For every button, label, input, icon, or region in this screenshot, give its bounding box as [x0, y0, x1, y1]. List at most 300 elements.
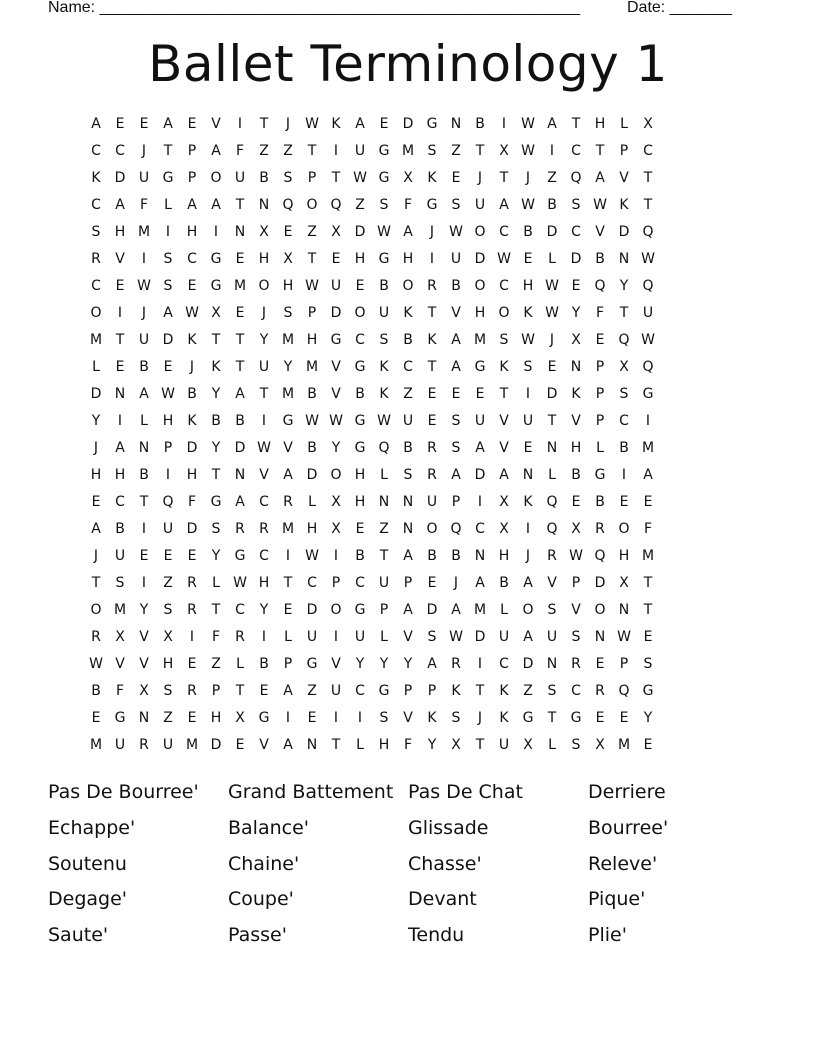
- grid-letter: F: [403, 197, 413, 213]
- grid-letter: J: [285, 116, 291, 132]
- grid-letter: E: [187, 278, 197, 294]
- grid-letter: M: [473, 602, 487, 618]
- grid-letter: Q: [546, 521, 558, 537]
- grid-letter: N: [306, 737, 318, 753]
- grid-letter: M: [233, 278, 247, 294]
- grid-letter: Y: [259, 602, 269, 618]
- grid-letter: H: [210, 710, 222, 726]
- grid-letter: U: [450, 251, 462, 267]
- grid-letter: A: [211, 143, 221, 159]
- grid-row: [84, 516, 732, 543]
- grid-letter: D: [474, 467, 486, 483]
- grid-letter: G: [282, 413, 294, 429]
- grid-letter: I: [477, 494, 483, 510]
- grid-letter: K: [499, 683, 509, 699]
- grid-letter: W: [641, 332, 655, 348]
- grid-letter: A: [91, 116, 101, 132]
- grid-letter: U: [138, 332, 150, 348]
- grid-letter: A: [403, 224, 413, 240]
- grid-letter: E: [115, 359, 125, 375]
- grid-letter: U: [354, 143, 366, 159]
- grid-row: [84, 246, 732, 273]
- grid-letter: W: [521, 332, 535, 348]
- grid-letter: O: [354, 305, 366, 321]
- grid-letter: N: [546, 440, 558, 456]
- grid-letter: G: [354, 359, 366, 375]
- grid-letter: M: [89, 332, 103, 348]
- grid-letter: U: [114, 548, 126, 564]
- grid-letter: B: [403, 332, 413, 348]
- grid-letter: M: [617, 737, 631, 753]
- grid-letter: E: [355, 521, 365, 537]
- grid-letter: R: [571, 656, 581, 672]
- grid-letter: K: [331, 116, 341, 132]
- grid-letter: K: [523, 494, 533, 510]
- grid-letter: W: [545, 305, 559, 321]
- grid-letter: S: [163, 602, 173, 618]
- grid-letter: Y: [259, 332, 269, 348]
- grid-letter: R: [187, 602, 197, 618]
- grid-letter: D: [522, 656, 534, 672]
- grid-letter: Y: [211, 548, 221, 564]
- grid-letter: I: [429, 251, 435, 267]
- grid-letter: P: [211, 683, 221, 699]
- grid-letter: Y: [571, 305, 581, 321]
- grid-letter: I: [237, 116, 243, 132]
- grid-letter: W: [233, 575, 247, 591]
- word-list-item: Pique': [588, 888, 646, 911]
- grid-letter: E: [235, 251, 245, 267]
- grid-letter: T: [547, 710, 557, 726]
- grid-letter: J: [525, 548, 531, 564]
- grid-letter: Y: [331, 440, 341, 456]
- grid-letter: E: [115, 278, 125, 294]
- grid-letter: Z: [259, 143, 269, 159]
- grid-letter: Y: [211, 386, 221, 402]
- grid-letter: T: [139, 494, 149, 510]
- grid-letter: N: [474, 548, 486, 564]
- grid-letter: C: [643, 143, 653, 159]
- grid-letter: Z: [523, 683, 533, 699]
- word-search-grid: [84, 111, 732, 759]
- grid-letter: H: [162, 413, 174, 429]
- grid-letter: D: [354, 224, 366, 240]
- grid-letter: V: [259, 467, 269, 483]
- grid-letter: W: [305, 413, 319, 429]
- grid-letter: S: [451, 710, 461, 726]
- grid-letter: A: [403, 548, 413, 564]
- grid-letter: J: [477, 710, 483, 726]
- grid-letter: T: [211, 332, 221, 348]
- grid-letter: P: [595, 359, 605, 375]
- grid-letter: U: [162, 737, 174, 753]
- grid-letter: E: [451, 386, 461, 402]
- grid-letter: S: [619, 386, 629, 402]
- grid-letter: E: [355, 278, 365, 294]
- grid-letter: W: [89, 656, 103, 672]
- grid-letter: G: [354, 602, 366, 618]
- grid-letter: O: [402, 278, 414, 294]
- grid-letter: W: [137, 278, 151, 294]
- grid-row: [84, 300, 732, 327]
- grid-letter: R: [427, 440, 437, 456]
- grid-letter: K: [451, 683, 461, 699]
- grid-row: [84, 219, 732, 246]
- grid-letter: Q: [594, 548, 606, 564]
- grid-letter: A: [163, 305, 173, 321]
- grid-letter: V: [403, 629, 413, 645]
- grid-letter: E: [187, 116, 197, 132]
- grid-letter: I: [621, 467, 627, 483]
- grid-row: [84, 111, 732, 138]
- grid-letter: X: [283, 251, 293, 267]
- grid-letter: B: [211, 413, 221, 429]
- grid-letter: M: [89, 737, 103, 753]
- grid-letter: A: [355, 116, 365, 132]
- grid-letter: X: [115, 629, 125, 645]
- grid-letter: Z: [451, 143, 461, 159]
- grid-letter: T: [259, 116, 269, 132]
- grid-letter: D: [546, 224, 558, 240]
- grid-letter: W: [641, 251, 655, 267]
- grid-letter: H: [474, 305, 486, 321]
- grid-letter: E: [427, 386, 437, 402]
- grid-letter: G: [114, 710, 126, 726]
- grid-letter: I: [333, 629, 339, 645]
- grid-letter: W: [593, 197, 607, 213]
- grid-letter: E: [259, 683, 269, 699]
- grid-letter: D: [330, 305, 342, 321]
- grid-letter: C: [91, 197, 101, 213]
- grid-letter: S: [163, 278, 173, 294]
- grid-letter: B: [547, 197, 557, 213]
- grid-letter: M: [473, 332, 487, 348]
- grid-letter: K: [571, 386, 581, 402]
- grid-letter: A: [283, 467, 293, 483]
- grid-letter: L: [548, 737, 556, 753]
- grid-letter: N: [234, 467, 246, 483]
- grid-letter: S: [379, 332, 389, 348]
- grid-letter: T: [475, 683, 485, 699]
- word-list-item: Passe': [228, 924, 287, 946]
- grid-letter: B: [307, 386, 317, 402]
- grid-letter: S: [283, 170, 293, 186]
- grid-letter: R: [427, 467, 437, 483]
- grid-letter: I: [117, 305, 123, 321]
- grid-letter: Z: [283, 143, 293, 159]
- grid-letter: O: [330, 467, 342, 483]
- grid-letter: T: [163, 143, 173, 159]
- grid-letter: X: [523, 737, 533, 753]
- grid-letter: T: [427, 305, 437, 321]
- grid-letter: G: [306, 656, 318, 672]
- grid-letter: D: [162, 332, 174, 348]
- grid-letter: E: [235, 737, 245, 753]
- grid-letter: B: [355, 386, 365, 402]
- grid-letter: B: [571, 467, 581, 483]
- grid-letter: L: [596, 440, 604, 456]
- grid-letter: B: [187, 386, 197, 402]
- grid-letter: Q: [330, 197, 342, 213]
- grid-letter: C: [355, 332, 365, 348]
- grid-letter: D: [618, 224, 630, 240]
- grid-letter: I: [189, 629, 195, 645]
- grid-letter: O: [90, 305, 102, 321]
- date-field-line: Date: _______: [627, 0, 732, 16]
- grid-letter: G: [474, 359, 486, 375]
- grid-letter: T: [115, 332, 125, 348]
- grid-letter: E: [451, 170, 461, 186]
- grid-letter: S: [643, 656, 653, 672]
- grid-letter: L: [164, 197, 172, 213]
- grid-row: [84, 678, 732, 705]
- grid-letter: Z: [403, 386, 413, 402]
- grid-letter: Y: [379, 656, 389, 672]
- grid-letter: J: [525, 170, 531, 186]
- grid-letter: L: [380, 467, 388, 483]
- grid-letter: Q: [642, 224, 654, 240]
- grid-letter: O: [426, 521, 438, 537]
- grid-letter: F: [235, 143, 245, 159]
- grid-letter: E: [427, 413, 437, 429]
- grid-row: [84, 408, 732, 435]
- grid-letter: U: [498, 737, 510, 753]
- grid-letter: C: [259, 494, 269, 510]
- grid-letter: D: [474, 251, 486, 267]
- grid-letter: N: [594, 629, 606, 645]
- grid-letter: E: [115, 116, 125, 132]
- grid-letter: Y: [355, 656, 365, 672]
- grid-letter: I: [549, 143, 555, 159]
- grid-letter: S: [571, 629, 581, 645]
- word-list-item: Pas De Chat: [408, 781, 523, 803]
- grid-letter: C: [355, 575, 365, 591]
- grid-letter: E: [619, 710, 629, 726]
- grid-letter: W: [305, 278, 319, 294]
- grid-letter: A: [451, 332, 461, 348]
- grid-letter: B: [475, 116, 485, 132]
- grid-letter: R: [235, 521, 245, 537]
- grid-letter: W: [521, 143, 535, 159]
- grid-letter: K: [379, 386, 389, 402]
- grid-letter: A: [427, 656, 437, 672]
- grid-letter: B: [355, 548, 365, 564]
- grid-letter: E: [283, 602, 293, 618]
- grid-letter: C: [259, 548, 269, 564]
- grid-letter: S: [547, 602, 557, 618]
- grid-letter: R: [451, 656, 461, 672]
- grid-letter: I: [261, 629, 267, 645]
- grid-letter: S: [427, 629, 437, 645]
- grid-letter: H: [258, 575, 270, 591]
- grid-letter: C: [115, 143, 125, 159]
- grid-letter: L: [548, 251, 556, 267]
- grid-letter: E: [619, 494, 629, 510]
- grid-letter: F: [211, 629, 221, 645]
- grid-letter: Q: [642, 278, 654, 294]
- grid-letter: S: [403, 467, 413, 483]
- grid-letter: C: [91, 278, 101, 294]
- grid-letter: W: [377, 413, 391, 429]
- grid-letter: O: [594, 602, 606, 618]
- grid-letter: P: [163, 440, 173, 456]
- grid-letter: T: [331, 737, 341, 753]
- grid-letter: C: [499, 224, 509, 240]
- grid-row: [84, 570, 732, 597]
- grid-letter: G: [162, 170, 174, 186]
- grid-letter: H: [114, 467, 126, 483]
- grid-letter: R: [235, 629, 245, 645]
- grid-letter: G: [378, 170, 390, 186]
- grid-letter: Q: [162, 494, 174, 510]
- grid-letter: B: [115, 521, 125, 537]
- grid-row: [84, 462, 732, 489]
- grid-letter: Z: [163, 710, 173, 726]
- grid-letter: P: [331, 575, 341, 591]
- grid-letter: T: [643, 575, 653, 591]
- grid-letter: D: [594, 575, 606, 591]
- grid-letter: T: [91, 575, 101, 591]
- grid-letter: E: [379, 116, 389, 132]
- grid-letter: E: [643, 494, 653, 510]
- grid-letter: M: [185, 737, 199, 753]
- grid-letter: B: [91, 683, 101, 699]
- grid-letter: H: [282, 278, 294, 294]
- grid-letter: O: [618, 521, 630, 537]
- grid-letter: S: [451, 440, 461, 456]
- grid-letter: A: [235, 494, 245, 510]
- grid-letter: G: [378, 143, 390, 159]
- grid-letter: U: [378, 305, 390, 321]
- grid-letter: V: [139, 629, 149, 645]
- grid-letter: U: [498, 629, 510, 645]
- grid-letter: Z: [355, 197, 365, 213]
- grid-letter: E: [595, 656, 605, 672]
- grid-letter: I: [141, 575, 147, 591]
- grid-letter: Z: [163, 575, 173, 591]
- grid-letter: D: [474, 629, 486, 645]
- grid-letter: N: [450, 116, 462, 132]
- word-list-item: Grand Battement: [228, 781, 394, 803]
- grid-letter: M: [137, 224, 151, 240]
- grid-letter: E: [523, 251, 533, 267]
- grid-letter: W: [569, 548, 583, 564]
- grid-letter: E: [139, 116, 149, 132]
- grid-letter: X: [331, 224, 341, 240]
- grid-letter: R: [91, 251, 101, 267]
- grid-letter: H: [570, 440, 582, 456]
- grid-letter: E: [187, 656, 197, 672]
- grid-letter: X: [211, 305, 221, 321]
- grid-letter: B: [235, 413, 245, 429]
- grid-letter: O: [522, 602, 534, 618]
- grid-letter: W: [377, 224, 391, 240]
- grid-letter: U: [474, 413, 486, 429]
- grid-letter: R: [139, 737, 149, 753]
- grid-letter: U: [306, 629, 318, 645]
- grid-letter: V: [499, 413, 509, 429]
- grid-letter: N: [618, 251, 630, 267]
- grid-letter: W: [521, 116, 535, 132]
- grid-letter: H: [522, 278, 534, 294]
- grid-letter: G: [354, 413, 366, 429]
- grid-letter: K: [187, 332, 197, 348]
- grid-letter: G: [426, 116, 438, 132]
- grid-letter: D: [306, 602, 318, 618]
- grid-letter: W: [449, 224, 463, 240]
- grid-letter: A: [595, 170, 605, 186]
- grid-letter: E: [307, 710, 317, 726]
- grid-letter: T: [619, 305, 629, 321]
- grid-letter: E: [283, 224, 293, 240]
- grid-letter: Y: [283, 359, 293, 375]
- grid-letter: A: [475, 440, 485, 456]
- grid-letter: L: [140, 413, 148, 429]
- grid-letter: T: [499, 170, 509, 186]
- grid-letter: M: [281, 386, 295, 402]
- word-list-item: Devant: [408, 888, 477, 911]
- grid-letter: U: [258, 359, 270, 375]
- grid-letter: T: [283, 575, 293, 591]
- grid-letter: E: [91, 494, 101, 510]
- grid-letter: A: [475, 575, 485, 591]
- grid-letter: V: [331, 386, 341, 402]
- grid-letter: P: [595, 386, 605, 402]
- grid-letter: U: [330, 683, 342, 699]
- grid-letter: A: [451, 602, 461, 618]
- grid-row: [84, 624, 732, 651]
- grid-letter: E: [91, 710, 101, 726]
- grid-letter: E: [163, 548, 173, 564]
- grid-letter: V: [331, 656, 341, 672]
- grid-letter: R: [91, 629, 101, 645]
- grid-letter: V: [115, 251, 125, 267]
- grid-letter: E: [475, 386, 485, 402]
- grid-letter: Q: [450, 521, 462, 537]
- grid-letter: E: [139, 548, 149, 564]
- word-list-item: Derriere: [588, 781, 666, 803]
- grid-letter: H: [114, 224, 126, 240]
- grid-letter: I: [525, 521, 531, 537]
- grid-letter: S: [211, 521, 221, 537]
- grid-letter: H: [402, 251, 414, 267]
- grid-letter: T: [595, 143, 605, 159]
- grid-letter: C: [619, 413, 629, 429]
- grid-letter: A: [523, 575, 533, 591]
- grid-letter: S: [523, 359, 533, 375]
- grid-letter: A: [451, 467, 461, 483]
- grid-letter: T: [547, 413, 557, 429]
- grid-letter: F: [643, 521, 653, 537]
- grid-letter: X: [571, 332, 581, 348]
- grid-letter: H: [618, 548, 630, 564]
- grid-letter: D: [570, 251, 582, 267]
- grid-letter: N: [378, 494, 390, 510]
- grid-letter: Y: [139, 602, 149, 618]
- grid-letter: S: [163, 683, 173, 699]
- grid-letter: L: [500, 602, 508, 618]
- grid-letter: L: [380, 629, 388, 645]
- grid-letter: K: [499, 359, 509, 375]
- grid-letter: A: [187, 197, 197, 213]
- grid-letter: N: [522, 467, 534, 483]
- grid-letter: T: [427, 359, 437, 375]
- grid-letter: E: [643, 737, 653, 753]
- grid-letter: N: [138, 710, 150, 726]
- grid-letter: V: [403, 710, 413, 726]
- grid-letter: P: [427, 683, 437, 699]
- grid-letter: M: [305, 359, 319, 375]
